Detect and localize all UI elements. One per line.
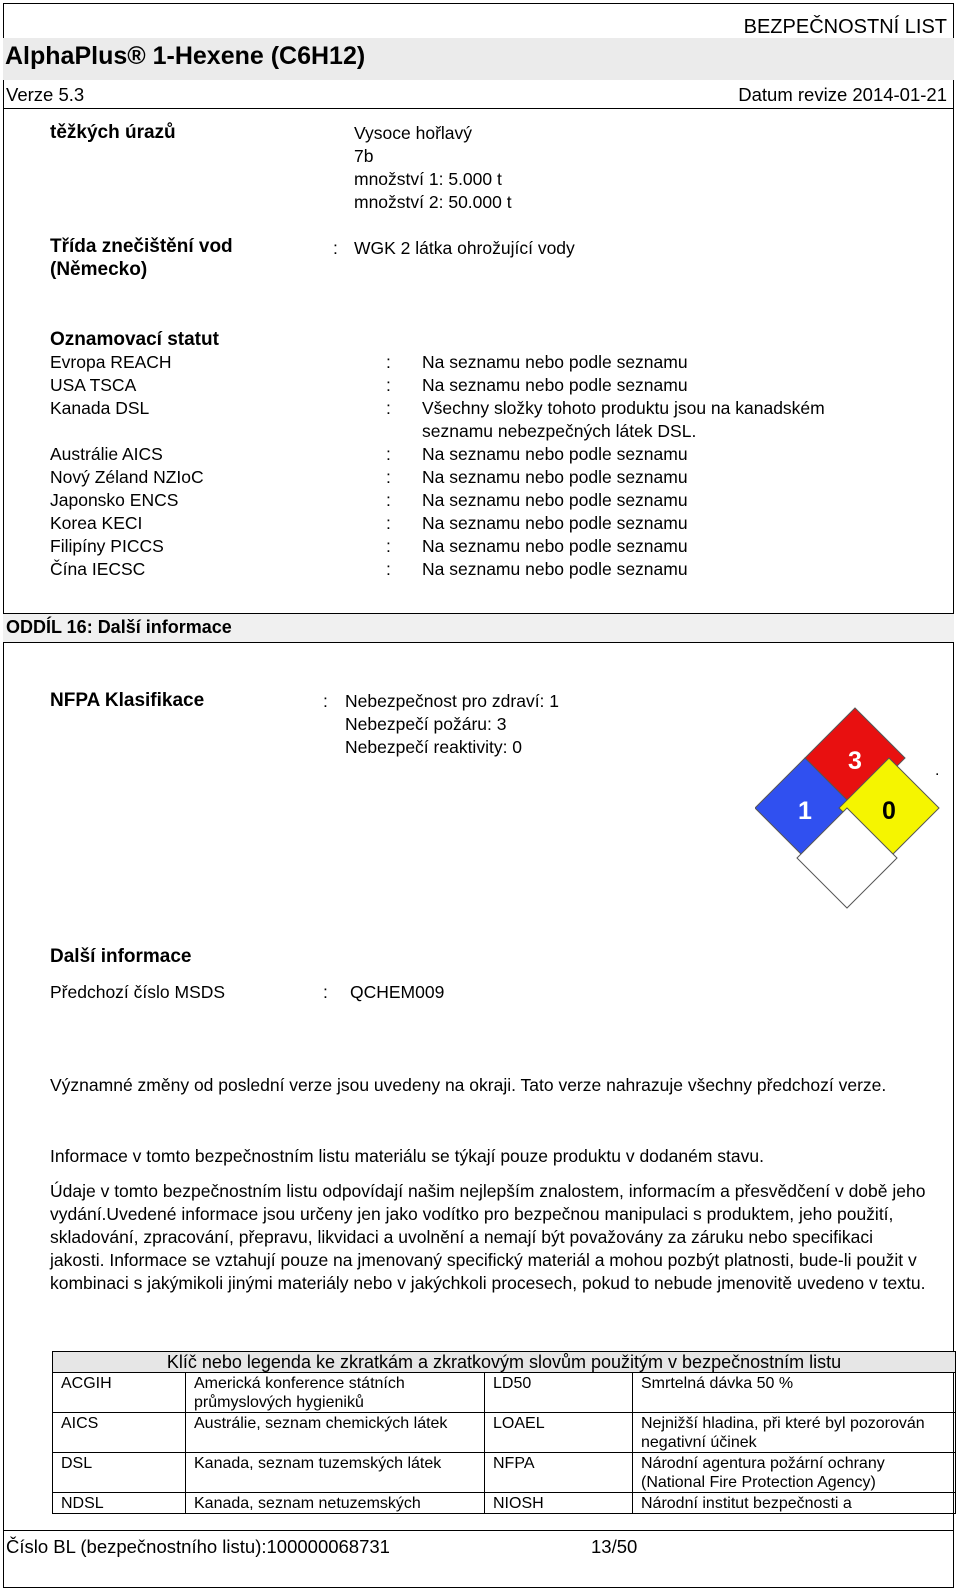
water-hazard-label-2: (Německo) bbox=[50, 259, 148, 280]
meaning-cell: Austrálie, seznam chemických látek bbox=[186, 1413, 485, 1453]
notification-label: Filipíny PICCS bbox=[50, 536, 164, 556]
notification-label: Korea KECI bbox=[50, 513, 143, 533]
notification-label: Japonsko ENCS bbox=[50, 490, 179, 510]
table-row bbox=[53, 1413, 956, 1453]
meaning-cell: Americká konference státních průmyslových hygieniků bbox=[186, 1373, 485, 1413]
table-row bbox=[53, 1493, 956, 1514]
notification-colon: : bbox=[386, 352, 391, 372]
meaning-cell: Nejnižší hladina, při které byl pozorován negativní účinek bbox=[633, 1413, 956, 1453]
notification-value: Na seznamu nebo podle seznamu bbox=[422, 490, 688, 510]
revision-date: Datum revize 2014-01-21 bbox=[738, 84, 947, 105]
notification-label: USA TSCA bbox=[50, 375, 137, 395]
notification-colon: : bbox=[386, 444, 391, 464]
notification-label: Kanada DSL bbox=[50, 398, 150, 418]
table-row bbox=[53, 1373, 956, 1413]
meaning-cell: Smrtelná dávka 50 % bbox=[633, 1373, 956, 1413]
notification-value: Na seznamu nebo podle seznamu bbox=[422, 559, 688, 579]
notification-value: Na seznamu nebo podle seznamu bbox=[422, 375, 688, 395]
nfpa-dot: . bbox=[935, 762, 940, 779]
hazard-class-line: množství 1: 5.000 t bbox=[354, 169, 502, 189]
notification-colon: : bbox=[386, 398, 391, 418]
notification-colon: : bbox=[386, 490, 391, 510]
abbr-cell: AICS bbox=[53, 1413, 186, 1453]
water-hazard-colon: : bbox=[333, 238, 338, 258]
further-info-title: Další informace bbox=[50, 946, 192, 967]
hazard-class-line: 7b bbox=[354, 146, 374, 166]
legend-title: Klíč nebo legenda ke zkratkám a zkratkovým slovům použitým v bezpečnostním listu bbox=[53, 1352, 956, 1373]
abbr-cell: ACGIH bbox=[53, 1373, 186, 1413]
paragraph-scope: Informace v tomto bezpečnostním listu materiálu se týkají pouze produktu v dodaném stavu. bbox=[50, 1146, 764, 1166]
hazard-class-line: množství 2: 50.000 t bbox=[354, 192, 512, 212]
abbr-cell: LD50 bbox=[485, 1373, 633, 1413]
notification-colon: : bbox=[386, 536, 391, 556]
notification-value: Všechny složky tohoto produktu jsou na kanadském bbox=[422, 398, 825, 418]
paragraph-disclaimer: Údaje v tomto bezpečnostním listu odpovídají našim nejlepším znalostem, informacím a přesvědčení v době jeho vydání.Uvedené informace jsou určeny jen jako vodítko pro bezpečnou manipulaci s produktem, jeho použití, skladování, zpracování, přepravu, likvidaci a uvolnění a nemají být považovány za záruku nebo specifikaci jakosti. Informace se vztahují pouze na jmenovaný specifický materiál a mohou pozbýt platnosti, bude-li použit v kombinaci s jakýmikoli jinými materiály nebo v jakýchkoli procesech, pokud to nebude jmenovitě uvedeno v textu. bbox=[50, 1181, 926, 1293]
notification-colon: : bbox=[386, 375, 391, 395]
abbr-cell: LOAEL bbox=[485, 1413, 633, 1453]
meaning-cell: Kanada, seznam tuzemských látek bbox=[186, 1453, 485, 1493]
notification-colon: : bbox=[386, 467, 391, 487]
abbr-cell: NDSL bbox=[53, 1493, 186, 1514]
notification-colon: : bbox=[386, 559, 391, 579]
paragraph-changes: Významné změny od poslední verze jsou uvedeny na okraji. Tato verze nahrazuje všechny předchozí verze. bbox=[50, 1075, 887, 1095]
notification-title: Oznamovací statut bbox=[50, 329, 219, 350]
notification-value: Na seznamu nebo podle seznamu bbox=[422, 467, 688, 487]
meaning-cell: Národní agentura požární ochrany (National Fire Protection Agency) bbox=[633, 1453, 956, 1493]
abbr-cell: NFPA bbox=[485, 1453, 633, 1493]
water-hazard-value: WGK 2 látka ohrožující vody bbox=[354, 238, 575, 258]
notification-value: Na seznamu nebo podle seznamu bbox=[422, 536, 688, 556]
header-divider bbox=[3, 108, 954, 109]
document-type: BEZPEČNOSTNÍ LIST bbox=[743, 16, 947, 38]
notification-value: Na seznamu nebo podle seznamu bbox=[422, 444, 688, 464]
nfpa-diamond bbox=[755, 705, 945, 910]
notification-label: Evropa REACH bbox=[50, 352, 172, 372]
notification-label: Austrálie AICS bbox=[50, 444, 163, 464]
notification-label: Nový Zéland NZIoC bbox=[50, 467, 204, 487]
hazard-class-label: těžkých úrazů bbox=[50, 122, 176, 143]
footer-divider bbox=[3, 1530, 954, 1531]
notification-value-cont: seznamu nebezpečných látek DSL. bbox=[422, 421, 697, 441]
abbr-cell: NIOSH bbox=[485, 1493, 633, 1514]
abbr-cell: DSL bbox=[53, 1453, 186, 1493]
nfpa-health-value: 1 bbox=[798, 797, 812, 825]
nfpa-fire-line: Nebezpečí požáru: 3 bbox=[345, 714, 507, 734]
water-hazard-label: Třída znečištění vod bbox=[50, 236, 233, 257]
nfpa-reactivity-line: Nebezpečí reaktivity: 0 bbox=[345, 737, 523, 757]
prev-msds-label: Předchozí číslo MSDS bbox=[50, 982, 226, 1002]
notification-value: Na seznamu nebo podle seznamu bbox=[422, 513, 688, 533]
nfpa-label: NFPA Klasifikace bbox=[50, 690, 205, 711]
nfpa-fire-value: 3 bbox=[848, 747, 862, 775]
notification-label: Čína IECSC bbox=[50, 559, 146, 579]
version: Verze 5.3 bbox=[6, 84, 85, 105]
meaning-cell: Národní institut bezpečnosti a bbox=[633, 1493, 956, 1514]
prev-msds-value: QCHEM009 bbox=[350, 982, 445, 1002]
sds-number: Číslo BL (bezpečnostního listu):100000068731 bbox=[6, 1536, 390, 1557]
nfpa-colon: : bbox=[323, 691, 328, 711]
abbreviation-legend-table bbox=[52, 1351, 956, 1514]
prev-msds-colon: : bbox=[323, 982, 328, 1002]
table-header-row bbox=[53, 1352, 956, 1373]
page-number: 13/50 bbox=[591, 1536, 638, 1557]
section-16-title: ODDÍL 16: Další informace bbox=[6, 617, 232, 637]
notification-colon: : bbox=[386, 513, 391, 533]
hazard-class-line: Vysoce hořlavý bbox=[354, 123, 473, 143]
nfpa-health-line: Nebezpečnost pro zdraví: 1 bbox=[345, 691, 560, 711]
nfpa-reactivity-value: 0 bbox=[882, 797, 896, 825]
product-name: AlphaPlus® 1-Hexene (C6H12) bbox=[5, 42, 366, 70]
meaning-cell: Kanada, seznam netuzemských bbox=[186, 1493, 485, 1514]
notification-value: Na seznamu nebo podle seznamu bbox=[422, 352, 688, 372]
table-row bbox=[53, 1453, 956, 1493]
